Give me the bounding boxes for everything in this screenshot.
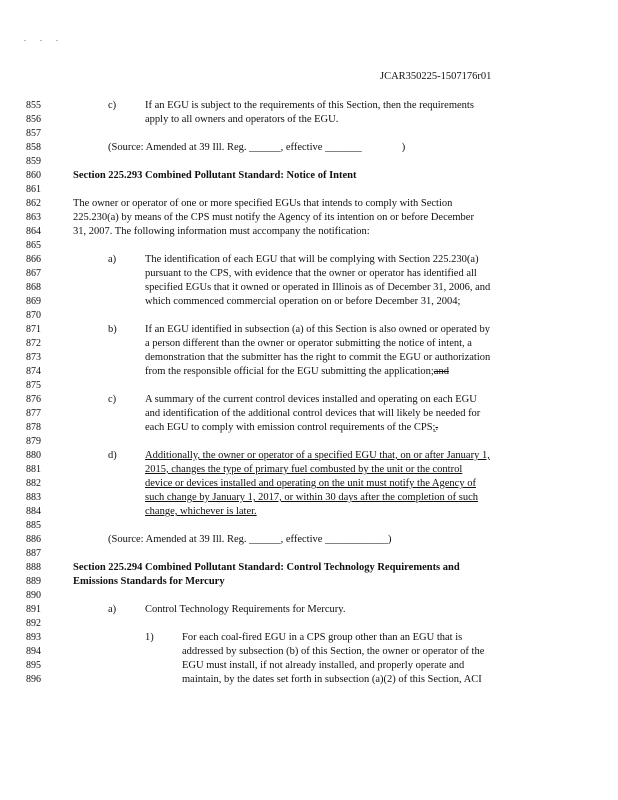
line-number: 890 bbox=[26, 590, 41, 601]
section-225-294-title: Section 225.294 Combined Pollutant Standard: Control Technology Requirements and bbox=[73, 562, 460, 573]
stray-marks: . . . bbox=[24, 34, 64, 43]
line-number: 888 bbox=[26, 562, 41, 573]
item-a-line: specified EGUs that it owned or operated in Illinois as of December 31, 2006, and bbox=[145, 282, 491, 293]
item-1-line: maintain, by the dates set forth in subsection (a)(2) of this Section, ACI bbox=[182, 674, 482, 685]
item-1-line: addressed by subsection (b) of this Section, the owner or operator of the bbox=[182, 646, 485, 657]
item-c-line: and identification of the additional control devices that will likely be needed for bbox=[145, 408, 481, 419]
line-number: 883 bbox=[26, 492, 41, 503]
line-number: 891 bbox=[26, 604, 41, 615]
line-number: 864 bbox=[26, 226, 41, 237]
line-number: 867 bbox=[26, 268, 41, 279]
item-d-line: device or devices installed and operating on the unit must notify the Agency of bbox=[145, 478, 476, 489]
inserted-text: ; bbox=[432, 422, 436, 433]
subsection-a-heading: Control Technology Requirements for Mercury. bbox=[145, 604, 346, 615]
item-d-line: such change by January 1, 2017, or within 30 days after the completion of such bbox=[145, 492, 479, 503]
source-note-2: (Source: Amended at 39 Ill. Reg. ______, effective ____________) bbox=[108, 534, 392, 545]
section-225-293-title: Section 225.293 Combined Pollutant Standard: Notice of Intent bbox=[73, 170, 357, 181]
subsection-c-line: If an EGU is subject to the requirements of this Section, then the requirements bbox=[145, 100, 474, 111]
line-number: 879 bbox=[26, 436, 41, 447]
line-number: 857 bbox=[26, 128, 41, 139]
line-number: 878 bbox=[26, 422, 41, 433]
item-c-line: each EGU to comply with emission control requirements of the CPS;. bbox=[145, 422, 439, 433]
item-b-line: a person different than the owner or operator submitting the notice of intent, a bbox=[145, 338, 472, 349]
line-number: 866 bbox=[26, 254, 41, 265]
line-number: 874 bbox=[26, 366, 41, 377]
item-a-line: The identification of each EGU that will be complying with Section 225.230(a) bbox=[145, 254, 479, 265]
subsection-a-label: a) bbox=[108, 604, 117, 615]
line-number: 885 bbox=[26, 520, 41, 531]
item-b-line: from the responsible official for the EGU submitting the application;and bbox=[145, 366, 449, 377]
line-number: 876 bbox=[26, 394, 41, 405]
line-number: 886 bbox=[26, 534, 41, 545]
line-number: 870 bbox=[26, 310, 41, 321]
intro-line: 31, 2007. The following information must accompany the notification: bbox=[73, 226, 370, 237]
line-number: 872 bbox=[26, 338, 41, 349]
line-number: 868 bbox=[26, 282, 41, 293]
line-number: 858 bbox=[26, 142, 41, 153]
section-225-294-title-cont: Emissions Standards for Mercury bbox=[73, 576, 225, 587]
item-1-line: For each coal-fired EGU in a CPS group other than an EGU that is bbox=[182, 632, 463, 643]
item-c-label: c) bbox=[108, 394, 117, 405]
line-number: 894 bbox=[26, 646, 41, 657]
line-number: 892 bbox=[26, 618, 41, 629]
line-number: 875 bbox=[26, 380, 41, 391]
line-number: 860 bbox=[26, 170, 41, 181]
line-number: 893 bbox=[26, 632, 41, 643]
line-number: 880 bbox=[26, 450, 41, 461]
line-number: 896 bbox=[26, 674, 41, 685]
line-number: 863 bbox=[26, 212, 41, 223]
document-id: JCAR350225-1507176r01 bbox=[380, 71, 492, 82]
line-number: 862 bbox=[26, 198, 41, 209]
item-d-label: d) bbox=[108, 450, 117, 461]
item-a-line: which commenced commercial operation on or before December 31, 2004; bbox=[145, 296, 461, 307]
line-number: 859 bbox=[26, 156, 41, 167]
item-d-line: change, whichever is later. bbox=[145, 506, 257, 517]
line-number: 856 bbox=[26, 114, 41, 125]
line-number: 861 bbox=[26, 184, 41, 195]
intro-line: 225.230(a) by means of the CPS must notify the Agency of its intention on or before December bbox=[73, 212, 474, 223]
item-c-line: A summary of the current control devices installed and operating on each EGU bbox=[145, 394, 477, 405]
item-a-line: pursuant to the CPS, with evidence that the owner or operator has identified all bbox=[145, 268, 477, 279]
line-number: 882 bbox=[26, 478, 41, 489]
item-1-label: 1) bbox=[145, 632, 154, 643]
item-b-line: If an EGU identified in subsection (a) of this Section is also owned or operated by bbox=[145, 324, 490, 335]
intro-line: The owner or operator of one or more specified EGUs that intends to comply with Section bbox=[73, 198, 453, 209]
line-number: 877 bbox=[26, 408, 41, 419]
item-d-line: Additionally, the owner or operator of a specified EGU that, on or after January 1, bbox=[145, 450, 490, 461]
item-b-line: demonstration that the submitter has the right to commit the EGU or authorization bbox=[145, 352, 491, 363]
line-number: 871 bbox=[26, 324, 41, 335]
item-b-label: b) bbox=[108, 324, 117, 335]
line-number: 865 bbox=[26, 240, 41, 251]
subsection-c-label: c) bbox=[108, 100, 117, 111]
source-note-1: (Source: Amended at 39 Ill. Reg. ______, effective _______ ) bbox=[108, 142, 406, 153]
struck-text: and bbox=[433, 366, 449, 377]
line-number: 884 bbox=[26, 506, 41, 517]
line-number: 869 bbox=[26, 296, 41, 307]
line-number: 895 bbox=[26, 660, 41, 671]
line-number: 889 bbox=[26, 576, 41, 587]
line-number: 873 bbox=[26, 352, 41, 363]
item-d-line: 2015, changes the type of primary fuel combusted by the unit or the control bbox=[145, 464, 463, 475]
line-number: 887 bbox=[26, 548, 41, 559]
line-number: 881 bbox=[26, 464, 41, 475]
item-a-label: a) bbox=[108, 254, 117, 265]
item-1-line: EGU must install, if not already installed, and properly operate and bbox=[182, 660, 465, 671]
line-number: 855 bbox=[26, 100, 41, 111]
struck-text: . bbox=[435, 422, 439, 433]
subsection-c-line: apply to all owners and operators of the EGU. bbox=[145, 114, 339, 125]
